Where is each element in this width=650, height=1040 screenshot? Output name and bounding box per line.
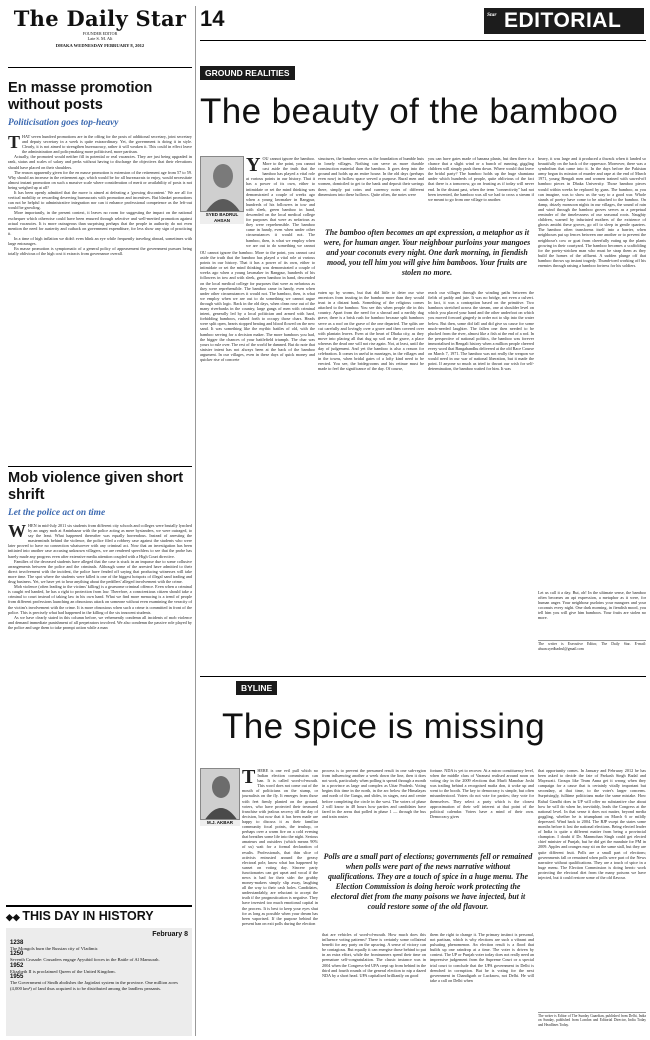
article1-column bbox=[428, 290, 534, 670]
history-text: Elizabeth II is proclaimed Queen of the United Kingdom. bbox=[10, 968, 116, 974]
article2-pullquote: Polls are a small part of elections; governments fell or remained when polls were part of the news narrative without qualifications. They are a touch of spice in a huge menu. The Election Commission is doing heroic work protecting the electoral diet from the many poisons we have injected, but it could restore some of the old flavour. bbox=[323, 852, 533, 911]
editorial1-headline: En masse promotion without posts bbox=[8, 80, 153, 113]
divider bbox=[200, 676, 646, 677]
article1-column bbox=[318, 290, 424, 670]
editorial2-dropcap: W bbox=[8, 523, 26, 541]
history-date: February 8 bbox=[152, 931, 188, 938]
article2-column bbox=[538, 768, 646, 1008]
article2-column bbox=[322, 768, 426, 848]
editorial1-paragraph: It has been openly admitted that the move is aimed at defeating a 'growing discontent.' We are all for vertical mobility or rewarding deserving bureaucrats with promotion and incentives. But blanket promotions can not be helpful to administrative integration nor can it enhance professional competence as the left-out would be growling. bbox=[8, 190, 192, 211]
history-title-text: THIS DAY IN HISTORY bbox=[22, 909, 154, 923]
section-star: Star bbox=[487, 12, 497, 18]
article1-column bbox=[200, 250, 315, 670]
article2-column bbox=[430, 932, 534, 1036]
article1-column bbox=[538, 156, 646, 588]
article2-tag: BYLINE bbox=[236, 681, 277, 695]
history-year: 1250 bbox=[10, 951, 24, 958]
editorial1-paragraph: HAT seven hundred promotions are in the offing for the posts of additional secretary, joint secretary and deputy secretary in a week is quite extraordinary. Yet, the government is doing it in style. Clearly, it is not aimed to strengthen bureaucracy, rather it will weaken it. This could in effect leave the administration and policymaking more politicised, more partisan. bbox=[22, 134, 192, 155]
article1-col2: structures, the bamboo serves as the foundation of humble huts in lonely villages. Nothing can serve as more durable construction material than the bamboo. It goes deep into the ground and holds up an entire house. In the old days (perhaps even now) in hollow space served a purpose. Rural men and women, domiciled to get to the bank and deposit their savings there, simply put coins and currency notes of different dimensions into these hollows. Quite often, the notes were bbox=[318, 156, 424, 197]
masthead bbox=[8, 6, 192, 68]
editorial2-headline: Mob violence given short shrift bbox=[8, 470, 184, 503]
newspaper-logo: The Daily Star bbox=[13, 6, 187, 31]
history-title: ◆◆ THIS DAY IN HISTORY bbox=[6, 909, 154, 923]
founder-label: FOUNDER EDITOR bbox=[82, 31, 118, 36]
article1-lead bbox=[246, 156, 315, 248]
article1-continued: OU cannot ignore the bamboo. More to the point, you cannot cast aside the truth that the bamboo has played a vital role at various points in our history. That it has a power of its own, either to intimidate or set the mind thinking was demonstrated a couple of weeks ago when a young lawmaker in Rangpur, hundreds of his followers in tow and with sleek, green bamboo in hand, descended on the local medical college for purposes that were as nefarious as they were reprehensible. The bamboo came in handy, even when under other circumstances it would not. The bamboo, then, is what we employ when we are out to do something we cannot argue through with logic. Back in the old days, when clean rose out of the many riverbanks in the country, large gangs of men with criminal intent, generally led by a local politician and armed with hard, forbidding bamboos, rushed forth to occupy those chars. Heads were split open, hearts stopped beating and blood flowed on the new sand. It was something like the mythic battles of old, with the bamboo serving for a decision maker. The more bamboos you had, the bigger the chances of your battlefield triumph. The char was yours to rule over. The rest of the world be damned. But do note that sinister intent has not always been at the back of the bamboo argument. In our villages, even in these days of quick money and quicker rise of concrete bbox=[200, 250, 315, 362]
editorial1-paragraph: The reason apparently given for the en masse promotion is extension of the retirement age from 57 to 59. Why should an increase in the retirement age, which would be for all bureaucrats to enjoy, would necessitate almost instant promotion on such a massive scale where consideration of merit or availability of posts is not being weighed up at all? bbox=[8, 169, 192, 190]
article1-pullquote: The bamboo often becomes an apt expression, a metaphor as it were, for human anger. Your neighbour purloins your mangoes and your coconuts every night. One dark morning, in fiendish mood, you tell him you will give him bamboos. Your fruits are stolen no more. bbox=[323, 228, 531, 277]
article1-dropcap: Y bbox=[246, 156, 261, 176]
column-rule bbox=[195, 6, 196, 1036]
history-year: 1955 bbox=[10, 974, 24, 981]
author-caption: SYED BADRUL AHSAN bbox=[200, 212, 244, 224]
article2-column bbox=[322, 932, 426, 1036]
history-text: Seventh Crusade: Crusaders engage Ayyubid forces in the Battle of Al Mansurah. bbox=[10, 957, 160, 963]
editorial1-dropcap: T bbox=[8, 134, 21, 152]
editorial1-paragraph: More importantly, in the present context, it leaves no room for suggesting the impact on the national exchequer which otherwise could have been ensured through selective and well-merited promotion against actual vacancies. It is more outrageous than surprising perhaps that the people in authority do not even mention the need for austerity and cutback on government expenditure, for less show any sign of practicing it. bbox=[8, 210, 192, 236]
editorial2-subhead: Let the police act on time bbox=[8, 508, 106, 518]
author-photo bbox=[200, 768, 240, 820]
author-photo bbox=[200, 156, 244, 212]
history-text: The Mongols burn the Russian city of Vladimir. bbox=[10, 946, 99, 951]
editorial1-subhead: Politicisation goes top-heavy bbox=[8, 118, 119, 128]
article2-col4: that opportunity comes. In January and February 2012 he has been asked to decide the fate of Parkash Singh Badal and Mayawati. Groups like Team Anna get it wrong when they campaign for a cause that is certainly vitally important but secondary, at that time, to the voter's larger concerns. Surprisingly, fulltime politicians make the same mistake. How Rahul Gandhi does in UP will offer no substantive clue about how he will do when he, inevitably, leads the Congress at the national level. In that sense it does not matter, beyond media goggling, whether he is triumphant on March 6 or mildly depressed. Wind back to 2004. The BJP swept the states some months before it lost the national elections. Being elected leader of India is quite a different matter from being a provincial champion. I doubt if Dr. Manmohan Singh could get elected chief minister of Punjab, but he did get the mandate for PM in 2009. Apples and oranges may sit on the same stall, but they are quite different fruit. Polls are a small part of elections; governments fall or remained when polls were part of the News narrative without qualifications. They are a touch of spice in a huge menu. The Election Commission is doing heroic work protecting the electoral diet from the many poisons we have injected, but it could restore some of the old flavour. bbox=[538, 768, 646, 880]
article1-footnote: The writer is Executive Editor, The Daily Star. E-mail: ahsan.syedbadrul@gmail.com bbox=[538, 640, 646, 654]
section-banner: EDITORIAL bbox=[484, 8, 644, 34]
article2-dropcap: T bbox=[242, 768, 256, 788]
portrait-icon bbox=[201, 157, 244, 212]
divider bbox=[8, 466, 192, 467]
article2-column bbox=[242, 768, 318, 1036]
editorial1-paragraph: In a time of high inflation we didn't even blink an eye while frequently traveling abroad, sometimes with large entourages. bbox=[8, 235, 192, 246]
article1-tag: GROUND REALITIES bbox=[200, 66, 295, 80]
article1-col3b: reach our villages through the winding paths between the fields of paddy and jute. It was no bridge, not even a culvert. In fact, it was a contraption based on the primitive. Two bamboos stretched across the stream, one at shoulder level on which you placed your hand and the other underfoot on which you moved forward gingerly in order not to slip into the water below. But then, some did fall and did give us cause for some much-needed laughter. The fallen one then needed to be plucked from the river, almost like a fish at the end of a rod. In the perspective of national politics, the bamboo was forever immortalised in Bengali history when a million people cheered every word that Bangabandhu delivered at the old Race Course on March 7, 1971. The bamboo was not really the weapon we would need in our war of national liberation, but it made the point. If anyone so much as tried to thwart our wish for self-determination, the bamboo waited for him. It was bbox=[428, 290, 534, 372]
article2-column bbox=[430, 768, 534, 848]
editorial2-paragraph: Families of the deceased students have alleged that the case is stuck in an impasse due to some collusive arrangements between the police and the criminals. Although some of the arrested have admitted to their direct involvement with the incident, the police have fended off saying that producing witnesses will take more time. The spot where the students were killed is one of the biggest hotspots of illegal sand trading and drug business. Yet, we have yet to hear anything about the peddlers' alleged involvement with the crime. bbox=[8, 558, 192, 585]
article2-footnote: The writer is Editor of The Sunday Guardian, published from Delhi, India on Sunday, published from London and Editorial Director, India Today and Headlines Today. bbox=[538, 1012, 646, 1036]
portrait-icon bbox=[201, 769, 240, 820]
article1-lead-text: OU cannot ignore the bamboo. More to the point, you cannot cast aside the truth that the bamboo has played a vital role at various points in our history. That it has a power of its own, either to intimidate or set the mind thinking was demonstrated a couple of weeks ago when a young lawmaker in Rangpur, hundreds of his followers in tow and with sleek, green bamboo in hand, descended on the local medical college for purposes that were as nefarious as they were reprehensible. The bamboo came in handy, even when under other circumstances it would not. The bamboo, then, is what we employ when we are out to do something we cannot bbox=[246, 156, 315, 248]
article1-col2b: eaten up by worms, but that did little to deter our wise ancestors from trusting in the bamboo more than they would trust in a distant bank. Something of the religious comes attached to the bamboo. You see this when people die in this country. Apart from the need for a shroud and a earthly dug grave, there is a brisk rush for bamboo because split bamboos serve as a roof on the grave of the one departed. The splits are cut carefully and lovingly over a grave and then covered over with plantain leaves. Even at the heart of Dhaka city, as they move into placing all that dug up soil on the grave, a place whereas the dead one will not rise again. Not, at least, until the day of judgement. And yet the bamboo is also a reason for celebration. It comes in useful in marriages, in the villages and in the towns, when bridal gates of a lofty kind need to be erected. You see, the bridegrooms and his retinue must be made to feel the significance of the day. Of course, bbox=[318, 290, 424, 372]
article1-col3: you can have gates made of banana plants, but then there is a chance that a slight wind or a bunch of running, giggling children will simply push them down. Where would that leave the bridal party? The bamboo holds up the huge shamiana under which hundreds of people, quite oblivious of the fact that there is a tomorrow, go on feasting as if today will never end. In the distant past, when the term "connectivity" had not been invented, the bamboo was all we had to cross a stream if we meant to go from one village to another. bbox=[428, 156, 534, 202]
divider bbox=[6, 905, 192, 907]
history-year: 1238 bbox=[10, 940, 24, 946]
history-text: The Government of Sindh abolishes the Jagirdari system in the province. One million acres (4,000 km²) of land thus acquired is to be distributed among the landless peasants. bbox=[10, 980, 178, 991]
founder-name: Late S. M. Ali bbox=[87, 36, 113, 41]
editorial2-body bbox=[8, 523, 192, 900]
article1-col4b: Let us call it a day. But, oh! In the ultimate sense, the bamboo often becomes an apt expression, a metaphor as it were, for human anger. Your neighbour purloins your mangoes and your coconuts every night. One dark morning, in fiendish mood, you tell him you will give him bamboos. Your fruits are stolen no more. bbox=[538, 590, 646, 621]
editorial1-paragraph: En masse promotion is symptomatic of a general policy of appeasement the government pursues being totally oblivious of the high cost it extracts from governance overall. bbox=[8, 246, 192, 257]
article2-col2: process is to prevent the presumed result in one sub-region from influencing another a week down the line, then it does not work, particularly when polling is spread through a month in a province as large and complex as Uttar Pradesh. Voting begins this time in the north, in the arc below the Himalayas and north of the Ganga, and slides, in stages, east and centre before completing the circle in the west. The voters of phase 2 will know in 48 hours how parties and candidates have fared in the areas that polled in phase 1 — through the bus and train routes bbox=[322, 768, 426, 819]
editorial1-body bbox=[8, 134, 192, 459]
history-box bbox=[6, 928, 192, 1036]
article1-column bbox=[318, 156, 424, 226]
article1-headline: The beauty of the bamboo bbox=[200, 92, 619, 131]
article2-col2b: that are vehicles of word-of-mouth. How much does this influence voting patterns? There is certainly some collateral benefit for any party on the upswing. A sense of victory can be contagious. But equally it can energise those behind to put in an extra effort, while the frontrunners spend their time on premature self-congratulation. The classic instance was in 2004 when the Congress-led UPA crept up from behind in the third and fourth rounds of the general election to nip a dazed NDA by a short head. UPA capitalised brilliantly on good bbox=[322, 932, 426, 978]
article2-col3b: them the right to change it. The primary instinct is personal, not partisan, which is why elections are such a vibrant and pulsating phenomenon. An election result is a flood that builds up one raindrop at a time. The voter is driven by context. The UP or Punjab voter today does not really need an impressive judgement from the Supreme Court or a special trial court to conclude that the UPA government in Delhi is drenched in corruption. But he is voting for the next government in Chandigarh or Lucknow, not Delhi. He will take a call on Delhi when bbox=[430, 932, 534, 983]
article1-column bbox=[428, 156, 534, 226]
article2-headline: The spice is missing bbox=[222, 707, 546, 746]
editorial2-paragraph: Mob violence (often leading to the victims' killing) is a gruesome criminal offence. Even when a criminal is caught red handed, he has a right to protection from law. Therefore, a conscientious citizen should take a criminal to court instead of taking law in his own hand. What we find more menacing is a trend of people from different professions launching an obnoxious attack on someone without even examining the veracity of the victim's involvement with the crime. It is more obnoxious when such a crime is committed in front of the police. This is precisely what had happened in the killing of the six innocent students. bbox=[8, 584, 192, 615]
author-caption: M.J. AKBAR bbox=[200, 820, 240, 826]
article2-col1: HERE is one evil pull which no Indian election commission can ban. It is called word-of-mouth. This word does not come out of the mouth of politicians on the stump, or journalists on the fly. It emerges from those with feet firmly planted on the ground, voters, who have protected their treasured franchise with jealous secrecy till the day of decision, but now that it has been made are happy to discuss it as their familiar community focal points, the teashop, or perhaps over a warm fire on a cold evening that breathes some life into the night. Serious amateurs and outsiders (which means 90% of us) wait for a formal declaration of results. Professionals, that thin slice of activists entrusted around the greasy electoral pole, know what has happened by sunset on voting day. Sincere party functionaries can get upset and vocal if the news is bad for their side: the grubby money-makers simply slip away, laughing all the way to their cash holes. Candidates, understandably, are reluctant to accept the truth if the prognostication is negative. They have invested too much emotional capital in the process. It is best to keep your eyes shut for as long as possible when your dream has been vaporised. If the purpose behind the present ban on exit polls during the election bbox=[242, 768, 318, 926]
article1-col4: heavy, it was large and it produced a thwack when it landed so beautifully on the back of the oppressor. Moreover, there was a symbolism that came into it. In the days before the Pakistan army began its mission of murder and rape at the end of March 1971, young Bengali men and women trained with sawed-off bamboo pieces in Dhaka University. Those bamboo pieces would within weeks be replaced by guns. The bamboo, as you can imagine, was to show us the way to a good war. Whole stands of poetry have come to be attached to the bamboo. On damp, drizzly monsoon nights in our villages, the sound of rain and wind through the bamboo groves serves as a perpetual reminder of the timelessness of our seasonal roots. Naughty children, warned by infuriated mothers of the existence of ghosts amidst these groves, go off to sleep in gentle quarters. The bamboo often transforms itself into a barrier, when neighbours put up fences between one another or to prevent the neighbour's cow or goat from cheerfully eating up the plants growing in their courtyard. The bamboo becomes a scaffolding for the poetry-stricken man who must be strap them as they build the homes of the affluent. A sudden plunge off that bamboo throws up instant tragedy. Thumb-toed working off his enemies through raising a bamboo fortress for his soldiers. bbox=[538, 156, 646, 268]
article2-col3: fortune. NDA is yet to recover. At a micro constituency level, when the middle class of Varanasi realised around noon on voting day in the 2009 elections that Murli Manohar Joshi was trailing behind a recognised mafia don, it woke up and went to the booth. The key to democracy is simple, but often misunderstood. Voters do not vote for parties; they vote for themselves. They select a party which is the closest approximation of their self interest at that point of the political calendar. Voters have a mind of their own. Democracy gives bbox=[430, 768, 534, 819]
header-rule bbox=[200, 40, 646, 41]
editorial2-paragraph: As we have clearly stated in this column before, we vehemently condemn all incidents of mob violence and demand immediate punishment of all perpetrators involved. We also condemn the passive role played by the police and urge them to take prompt action while a man bbox=[8, 614, 192, 630]
editorial1-paragraph: Actually, the promoted would neither fill in potential or real vacancies. They are just being upgraded in rank, status and scales of salary and perks without having to discharge the objectives that their elevations should have placed on their shoulders. bbox=[8, 154, 192, 170]
article1-column bbox=[538, 590, 646, 634]
dateline: DHAKA WEDNESDAY FEBRUARY 8, 2012 bbox=[55, 43, 145, 48]
history-year: 1952 bbox=[10, 962, 24, 969]
editorial2-paragraph: HEN in mid-July 2011 six students from different city schools and colleges were brutally lynched by an angry mob at Aminbazar with the police acting as mere bystanders, we were outraged, to say the least. What happened thereafter was equally horrendous. Instead of arresting the masterminds behind the violence, the police filed a robbery case against the students who were later proved to have no connection whatsoever with any criminal act. Now that an investigation has been initiated into another case accusing unknown villagers, we are rendered speechless to see that the probe has barely made any progress even after extensive media attention coupled with a High Court directive. bbox=[8, 523, 192, 559]
page-number: 14 bbox=[200, 6, 225, 31]
